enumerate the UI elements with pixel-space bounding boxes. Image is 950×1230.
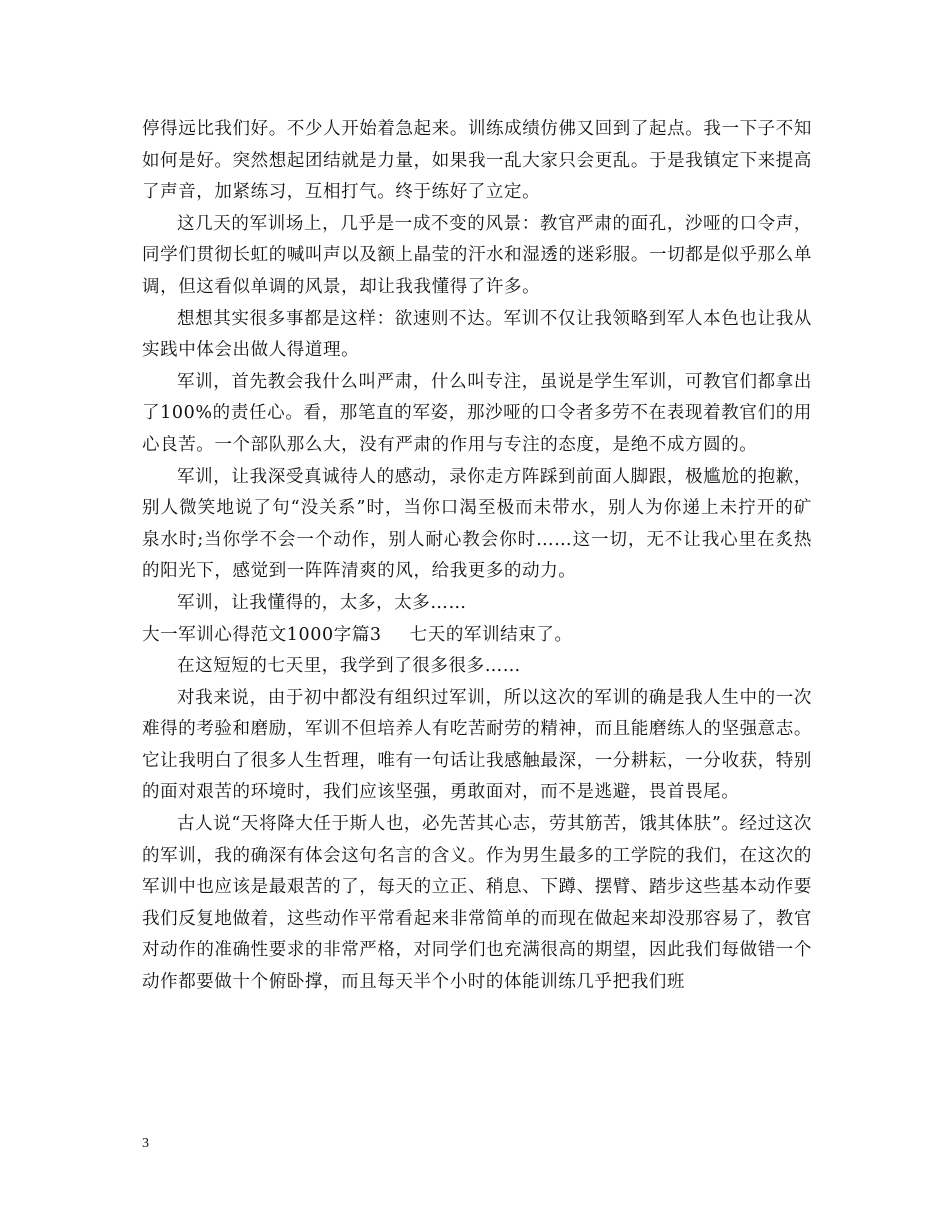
paragraph: 对我来说，由于初中都没有组织过军训，所以这次的军训的确是我人生中的一次难得的考验和磨励，军训不但培养人有吃苦耐劳的精神，而且能磨练人的坚强意志。它让我明白了很多人生哲理，唯有一句话让我感触最深，一分耕耘，一分收获，特别的面对艰苦的环境时，我们应该坚强，勇敢面对，而不是逃避，畏首畏尾。: [142, 687, 812, 803]
paragraph: 古人说“天将降大任于斯人也，必先苦其心志，劳其筋苦，饿其体肤”。经过这次的军训，我的确深有体会这句名言的含义。作为男生最多的工学院的我们，在这次的军训中也应该是最艰苦的了，每天的立正、稍息、下蹲、摆臂、踏步这些基本动作要我们反复地做着，这些动作平常看起来非常简单的而现在做起来却没那容易了，教官对动作的准确性要求的非常严格，对同学们也充满很高的期望，因此我们每做错一个动作都要做十个俯卧撑，而且每天半个小时的体能训练几乎把我们班: [142, 814, 812, 993]
paragraph: 军训，让我深受真诚待人的感动，录你走方阵踩到前面人脚跟，极尴尬的抱歉，别人微笑地说了句“没关系”时，当你口渴至极而未带水，别人为你递上未拧开的矿泉水时;当你学不会一个动作，别人耐心教会你时……这一切，无不让我心里在炙热的阳光下，感觉到一阵阵清爽的风，给我更多的动力。: [142, 466, 812, 582]
paragraph: 这几天的军训场上，几乎是一成不变的风景：教官严肃的面孔，沙哑的口令声，同学们贯彻长虹的喊叫声以及额上晶莹的汗水和湿透的迷彩服。一切都是似乎那么单调，但这看似单调的风景，却让我我懂得了许多。: [142, 213, 812, 297]
paragraph: 军训，首先教会我什么叫严肃，什么叫专注，虽说是学生军训，可教官们都拿出了100%的责任心。看，那笔直的军姿，那沙哑的口令者多劳不在表现着教官们的用心良苦。一个部队那么大，没有严肃的作用与专注的态度，是绝不成方圆的。: [142, 371, 812, 455]
section-first-sentence: 七天的军训结束了。: [409, 624, 573, 645]
document-body: [142, 114, 812, 999]
paragraph: 在这短短的七天里，我学到了很多很多……: [177, 656, 521, 677]
page-number: 3: [142, 1136, 149, 1151]
section-heading-title: 大一军训心得范文1000字篇3: [142, 624, 382, 645]
paragraph: 军训，让我懂得的，太多，太多……: [177, 592, 467, 613]
paragraph-continuation: 停得远比我们好。不少人开始着急起来。训练成绩仿佛又回到了起点。我一下子不知如何是好。突然想起团结就是力量，如果我一乱大家只会更乱。于是我镇定下来提高了声音，加紧练习，互相打气。终于练好了立定。: [142, 119, 812, 203]
section-heading-line: [142, 620, 812, 652]
paragraph: 想想其实很多事都是这样：欲速则不达。军训不仅让我领略到军人本色也让我从实践中体会出做人得道理。: [142, 308, 812, 361]
